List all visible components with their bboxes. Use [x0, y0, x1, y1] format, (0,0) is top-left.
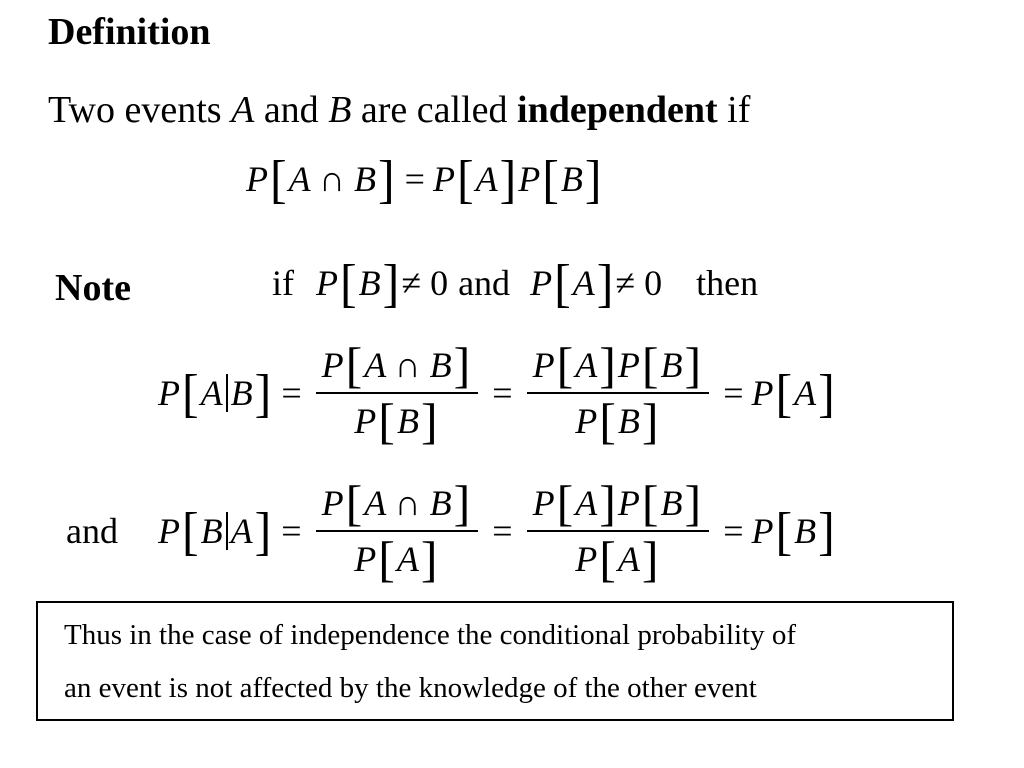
- arg-b: B: [617, 401, 640, 441]
- fn-p: P: [530, 263, 553, 303]
- fn-p: P: [157, 511, 180, 551]
- var-a: A: [231, 89, 255, 131]
- and-word: and: [66, 511, 118, 551]
- arg-a: A: [475, 159, 498, 199]
- arg-a-cap-b: A ∩ B: [288, 159, 376, 199]
- fn-p: P: [321, 345, 344, 385]
- intro-text-4: if: [717, 89, 751, 131]
- fn-p: P: [617, 483, 640, 523]
- fn-p: P: [617, 345, 640, 385]
- intro-text-1: Two events: [48, 89, 232, 131]
- fn-p: P: [751, 373, 774, 413]
- fraction-bar: [316, 392, 479, 394]
- fraction: P [ A ∩ B ] P [ B ]: [316, 340, 479, 446]
- fraction-bar: [316, 530, 479, 532]
- fn-p: P: [518, 159, 541, 199]
- fn-p: P: [316, 263, 338, 303]
- equals-sign: =: [404, 159, 425, 199]
- given-bar: [226, 374, 228, 412]
- then-word: then: [696, 263, 759, 303]
- arg-a: A: [200, 373, 223, 413]
- arg-a: A: [230, 511, 253, 551]
- equals-sign: =: [281, 511, 302, 551]
- fraction-bar: [527, 530, 710, 532]
- conditional-a-given-b-equation: P [ A B ] = P [ A ∩ B ] P [ B ] = P [ A ] P [ B ] P [ B ] = P [ A ]: [158, 337, 835, 449]
- intro-text-3: are called: [351, 89, 518, 131]
- arg-a: A: [575, 345, 598, 385]
- fn-p: P: [575, 401, 598, 441]
- equals-sign: =: [723, 373, 744, 413]
- fn-p: P: [532, 345, 555, 385]
- equals-sign: =: [492, 511, 513, 551]
- equals-sign: =: [281, 373, 302, 413]
- fn-p: P: [575, 539, 598, 579]
- arg-a: A: [617, 539, 640, 579]
- fraction-bar: [527, 392, 710, 394]
- fraction: P [ A ] P [ B ] P [ A ]: [527, 478, 710, 584]
- arg-a-cap-b: A ∩ B: [364, 345, 452, 385]
- fraction: P [ A ∩ B ] P [ A ]: [316, 478, 479, 584]
- independent-term: independent: [517, 89, 718, 131]
- definition-sentence: [48, 88, 750, 132]
- note-condition: if P [ B ] ≠ 0 and P [ A ] ≠ 0 then: [272, 253, 759, 313]
- fn-p: P: [246, 159, 268, 199]
- and-word: and: [458, 263, 511, 303]
- equals-sign: =: [723, 511, 744, 551]
- slide-title: Definition: [48, 11, 211, 53]
- arg-b: B: [794, 511, 817, 551]
- arg-b: B: [660, 345, 683, 385]
- arg-a-cap-b: A ∩ B: [364, 483, 452, 523]
- arg-b: B: [200, 511, 223, 551]
- fn-p: P: [354, 401, 377, 441]
- arg-b: B: [660, 483, 683, 523]
- arg-a: A: [794, 373, 817, 413]
- arg-a: A: [572, 263, 595, 303]
- fn-p: P: [751, 511, 774, 551]
- if-word: if: [272, 263, 294, 303]
- conditional-b-given-a-equation: and P [ B A ] = P [ A ∩ B ] P [ A ] = P [ A ] P [ B ] P [ A ] = P [ B ]: [66, 475, 835, 587]
- conclusion-line-1: Thus in the case of independence the conditional probability of: [64, 619, 797, 651]
- fn-p: P: [321, 483, 344, 523]
- arg-b: B: [560, 159, 583, 199]
- var-b: B: [328, 89, 352, 131]
- arg-b: B: [396, 401, 419, 441]
- not-equal-zero: ≠ 0: [615, 263, 663, 303]
- fn-p: P: [432, 159, 455, 199]
- arg-a: A: [575, 483, 598, 523]
- intro-text-2: and: [254, 89, 329, 131]
- fn-p: P: [354, 539, 377, 579]
- definition-formula: P [ A ∩ B ] = P [ A ] P [ B ]: [246, 149, 602, 209]
- arg-a: A: [396, 539, 419, 579]
- fn-p: P: [532, 483, 555, 523]
- given-bar: [226, 512, 228, 550]
- note-label: Note: [55, 267, 131, 309]
- equals-sign: =: [492, 373, 513, 413]
- not-equal-zero: ≠ 0: [401, 263, 449, 303]
- arg-b: B: [230, 373, 253, 413]
- arg-b: B: [358, 263, 381, 303]
- fn-p: P: [158, 373, 180, 413]
- conclusion-line-2: an event is not affected by the knowledge of the other event: [64, 672, 757, 704]
- fraction: P [ A ] P [ B ] P [ B ]: [527, 340, 710, 446]
